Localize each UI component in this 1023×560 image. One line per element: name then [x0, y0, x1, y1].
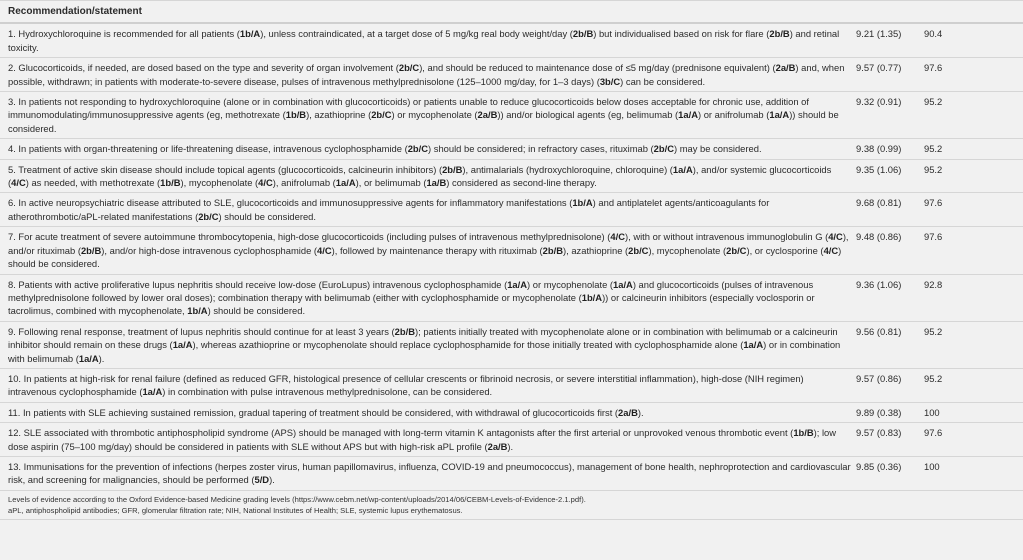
- header-row: [0, 1, 1023, 24]
- statement-text: )) and/or biological agents (eg, belimumab (: [497, 109, 679, 121]
- recommendation-statement: [0, 456, 856, 490]
- agreement-value: 97.6: [916, 423, 1023, 457]
- statement-text: )) should be considered.: [8, 109, 839, 134]
- agreement-value: 95.2: [916, 368, 1023, 402]
- header-agreement: [916, 1, 1023, 24]
- agreement-value: 90.4: [916, 23, 1023, 57]
- statement-text: 3. In patients not responding to hydroxychloroquine (alone or in combination with glucocorticoids) or patients unable to reduce glucocorticoids below doses acceptable for chronic use, addition of immunomodulating/immunosuppressive agents (eg, methotrexate (: [8, 96, 809, 121]
- evidence-level: 2b/C: [628, 244, 649, 256]
- evidence-level: 1a/A: [78, 352, 99, 364]
- mean-sd-value: 9.21 (1.35): [856, 23, 916, 57]
- evidence-level: 1b/B: [285, 109, 307, 121]
- evidence-level: 1a/A: [335, 177, 356, 189]
- agreement-value: 100: [916, 402, 1023, 422]
- table-row: [0, 139, 1023, 159]
- evidence-level: 2a/B: [487, 440, 508, 452]
- header-statement: Recommendation/statement: [0, 1, 856, 24]
- table-row: [0, 402, 1023, 422]
- evidence-level: 4/C: [823, 244, 839, 256]
- evidence-level: 3b/C: [599, 75, 621, 87]
- recommendation-statement: [0, 92, 856, 139]
- table-row: [0, 159, 1023, 193]
- evidence-level: 1b/A: [187, 305, 208, 317]
- evidence-level: 2b/B: [769, 28, 790, 40]
- mean-sd-value: 9.89 (0.38): [856, 402, 916, 422]
- statement-text: ), and/or high-dose intravenous cyclophosphamide (: [101, 244, 318, 256]
- statement-text: ) in combination with pulse intravenous methylprednisolone, can be considered.: [162, 386, 493, 398]
- table-row: [0, 227, 1023, 274]
- mean-sd-value: 9.85 (0.36): [856, 456, 916, 490]
- footnote-abbreviations: aPL, antiphospholipid antibodies; GFR, glomerular filtration rate; NIH, National Institutes of Health; SLE, systemic lupus erythematosus.: [8, 505, 463, 515]
- table-row: [0, 23, 1023, 57]
- recommendation-statement: [0, 368, 856, 402]
- evidence-level: 2b/B: [572, 28, 594, 40]
- statement-text: ) and glucocorticoids (pulses of intravenous methylprednisolone followed by lower oral doses); combination therapy with belimumab (either with cyclophosphamide or mycophenolate (: [8, 278, 814, 303]
- statement-text: ), with or without intravenous immunoglobulin G (: [625, 231, 829, 243]
- evidence-level: 2a/B: [618, 406, 638, 418]
- statement-text: ) should be considered.: [8, 244, 842, 270]
- evidence-level: 1a/A: [142, 386, 163, 398]
- statement-text: ) can be considered.: [620, 75, 706, 87]
- statement-text: ) but individualised based on risk for flare (: [593, 28, 770, 40]
- statement-text: ) or in combination with belimumab (: [8, 339, 841, 364]
- table-header: [0, 1, 1023, 24]
- recommendation-statement: [0, 402, 856, 422]
- evidence-level: 2b/C: [407, 143, 429, 155]
- evidence-level: 2b/B: [394, 325, 415, 337]
- statement-text: ), or cyclosporine (: [746, 244, 824, 256]
- evidence-level: 2b/B: [442, 163, 463, 175]
- statement-text: ), whereas azathioprine or mycophenolate should replace cyclophosphamide for those initially treated with cyclophosphamide alone (: [192, 339, 744, 351]
- recommendation-statement: [0, 58, 856, 92]
- evidence-level: 5/D: [254, 474, 270, 486]
- statement-text: ), mycophenolate (: [180, 177, 259, 189]
- statement-text: 9. Following renal response, treatment of lupus nephritis should continue for at least 3 years (: [8, 325, 395, 337]
- statement-text: ) should be considered; in refractory cases, rituximab (: [428, 143, 654, 155]
- recommendation-statement: [0, 23, 856, 57]
- table-body: [0, 23, 1023, 490]
- agreement-value: 92.8: [916, 274, 1023, 321]
- recommendation-statement: [0, 274, 856, 321]
- evidence-level: 2b/C: [371, 109, 392, 121]
- table-row: [0, 274, 1023, 321]
- evidence-level: 2a/B: [477, 109, 498, 121]
- agreement-value: 95.2: [916, 159, 1023, 193]
- footnote-evidence-levels: Levels of evidence according to the Oxford Evidence-based Medicine grading levels (https://www.cebm.net/wp-content/uploads/2014/06/CEBM-Levels-of-Evidence-2.1.pdf).: [8, 494, 586, 504]
- table-row: [0, 321, 1023, 368]
- statement-text: 2. Glucocorticoids, if needed, are dosed based on the type and severity of organ involvement (: [8, 62, 399, 74]
- statement-text: ); patients initially treated with mycophenolate alone or in combination with belimumab or a calcineurin inhibitor should remain on these drugs (: [8, 325, 838, 351]
- evidence-level: 1a/A: [769, 109, 790, 121]
- recommendation-statement: [0, 139, 856, 159]
- statement-text: ).: [98, 352, 105, 364]
- statement-text: 10. In patients at high-risk for renal failure (defined as reduced GFR, histological presence of cellular crescents or fibrinoid necrosis, or severe interstitial inflammation), high-dose (NIH regimen) intravenous cyclophosphamide (: [8, 372, 804, 398]
- table-row: [0, 368, 1023, 402]
- statement-text: ) or anifrolumab (: [697, 109, 770, 121]
- evidence-level: 2b/B: [80, 244, 102, 256]
- mean-sd-value: 9.57 (0.77): [856, 58, 916, 92]
- mean-sd-value: 9.38 (0.99): [856, 139, 916, 159]
- statement-text: ) or mycophenolate (: [391, 109, 478, 121]
- evidence-level: 1a/A: [743, 339, 764, 351]
- evidence-level: 4/C: [317, 244, 332, 256]
- evidence-level: 1a/A: [613, 278, 633, 290]
- mean-sd-value: 9.57 (0.83): [856, 423, 916, 457]
- agreement-value: 95.2: [916, 321, 1023, 368]
- statement-text: ); low dose aspirin (75–100 mg/day) should be considered in patients with SLE without APS but with high-risk aPL profile (: [8, 427, 837, 452]
- statement-text: ), azathioprine (: [306, 109, 372, 121]
- agreement-value: 100: [916, 456, 1023, 490]
- recommendation-statement: [0, 423, 856, 457]
- evidence-level: 4/C: [610, 231, 625, 243]
- statement-text: ) should be considered.: [207, 305, 306, 317]
- mean-sd-value: 9.35 (1.06): [856, 159, 916, 193]
- statement-text: 6. In active neuropsychiatric disease attributed to SLE, glucocorticoids and immunosuppressive agents for inflammatory manifestations (: [8, 197, 573, 209]
- statement-text: 5. Treatment of active skin disease should include topical agents (glucocorticoids, calcineurin inhibitors) (: [8, 163, 443, 175]
- statement-text: ).: [637, 406, 644, 418]
- header-mean-sd: [856, 1, 916, 24]
- statement-text: ), followed by maintenance therapy with rituximab (: [331, 244, 543, 256]
- recommendation-statement: [0, 227, 856, 274]
- statement-text: ).: [507, 440, 514, 452]
- statement-text: ), mycophenolate (: [648, 244, 727, 256]
- statement-text: ), and/or systemic glucocorticoids (: [8, 163, 832, 189]
- evidence-level: 4/C: [828, 231, 843, 243]
- mean-sd-value: 9.68 (0.81): [856, 193, 916, 227]
- table-row: [0, 456, 1023, 490]
- statement-text: ), unless contraindicated, at a target dose of 5 mg/kg real body weight/day (: [260, 28, 573, 40]
- statement-text: ), and/or rituximab (: [8, 231, 849, 256]
- agreement-value: 95.2: [916, 139, 1023, 159]
- evidence-level: 2b/B: [542, 244, 563, 256]
- statement-text: ) and, when possible, withdrawn; in patients with moderate-to-severe disease, pulses of intravenous methylprednisolone (125–1000 mg/day, for 1–3 days) (: [8, 62, 845, 87]
- evidence-level: 1b/A: [581, 291, 603, 303]
- recommendation-statement: [0, 321, 856, 368]
- agreement-value: 97.6: [916, 58, 1023, 92]
- evidence-level: 2b/C: [653, 143, 674, 155]
- statement-text: 8. Patients with active proliferative lupus nephritis should receive low-dose (EuroLupus) intravenous cyclophosphamide (: [8, 278, 508, 290]
- statement-text: ) or mycophenolate (: [527, 278, 614, 290]
- table-row: [0, 423, 1023, 457]
- evidence-level: 2a/B: [775, 62, 796, 74]
- table-row: [0, 193, 1023, 227]
- evidence-level: 1a/B: [426, 177, 447, 189]
- statement-text: ), anifrolumab (: [272, 177, 336, 189]
- statement-text: 1. Hydroxychloroquine is recommended for all patients (: [8, 28, 240, 40]
- evidence-level: 1a/A: [678, 109, 698, 121]
- statement-text: 7. For acute treatment of severe autoimmune thrombocytopenia, high-dose glucocorticoids (including pulses of intravenous methylprednisolone) (: [8, 231, 611, 243]
- statement-text: ) considered as second-line therapy.: [446, 177, 597, 189]
- statement-text: ) and retinal toxicity.: [8, 28, 840, 53]
- evidence-level: 1a/A: [672, 163, 693, 175]
- mean-sd-value: 9.36 (1.06): [856, 274, 916, 321]
- recommendation-statement: [0, 159, 856, 193]
- statement-text: ), antimalarials (hydroxychloroquine, chloroquine) (: [462, 163, 673, 175]
- agreement-value: 97.6: [916, 227, 1023, 274]
- mean-sd-value: 9.48 (0.86): [856, 227, 916, 274]
- mean-sd-value: 9.32 (0.91): [856, 92, 916, 139]
- evidence-level: 4/C: [11, 177, 26, 189]
- statement-text: ) may be considered.: [674, 143, 762, 155]
- evidence-level: 1b/B: [160, 177, 181, 189]
- agreement-value: 95.2: [916, 92, 1023, 139]
- footnotes: [0, 491, 1023, 520]
- evidence-level: 2b/C: [198, 210, 219, 222]
- statement-text: 12. SLE associated with thrombotic antiphospholipid syndrome (APS) should be managed with long-term vitamin K antagonists after the first arterial or unprovoked venous thrombotic event (: [8, 427, 794, 439]
- evidence-level: 1b/B: [793, 427, 814, 439]
- statement-text: 11. In patients with SLE achieving sustained remission, gradual tapering of treatment should be considered, with withdrawal of glucocorticoids first (: [8, 406, 619, 418]
- statement-text: ) and antiplatelet agents/anticoagulants for atherothrombotic/aPL-related manifestations (: [8, 197, 770, 222]
- mean-sd-value: 9.57 (0.86): [856, 368, 916, 402]
- statement-text: ), and should be reduced to maintenance dose of ≤5 mg/day (prednisone equivalent) (: [419, 62, 776, 74]
- statement-text: 13. Immunisations for the prevention of infections (herpes zoster virus, human papillomavirus, influenza, COVID-19 and pneumococcus), management of bone health, nephroprotection and cardiovascular risk, and screening for malignancies, should be performed (: [8, 460, 851, 486]
- evidence-level: 1b/A: [239, 28, 261, 40]
- evidence-level: 2b/C: [398, 62, 420, 74]
- evidence-level: 4/C: [258, 177, 273, 189]
- statement-text: 4. In patients with organ-threatening or life-threatening disease, intravenous cyclophosphamide (: [8, 143, 408, 155]
- statement-text: ), azathioprine (: [563, 244, 629, 256]
- statement-text: )) or calcineurin inhibitors (especially voclosporin or tacrolimus, combined with mycophenolate,: [8, 291, 815, 317]
- statement-text: ) as needed, with methotrexate (: [25, 177, 161, 189]
- agreement-value: 97.6: [916, 193, 1023, 227]
- evidence-level: 1a/A: [172, 339, 193, 351]
- statement-text: ) should be considered.: [218, 210, 316, 222]
- statement-text: ), or belimumab (: [355, 177, 427, 189]
- recommendation-statement: [0, 193, 856, 227]
- evidence-level: 1b/A: [572, 197, 593, 209]
- statement-text: ).: [269, 474, 275, 486]
- table-row: [0, 58, 1023, 92]
- evidence-level: 2b/C: [726, 244, 747, 256]
- mean-sd-value: 9.56 (0.81): [856, 321, 916, 368]
- evidence-level: 1a/A: [507, 278, 528, 290]
- table-row: [0, 92, 1023, 139]
